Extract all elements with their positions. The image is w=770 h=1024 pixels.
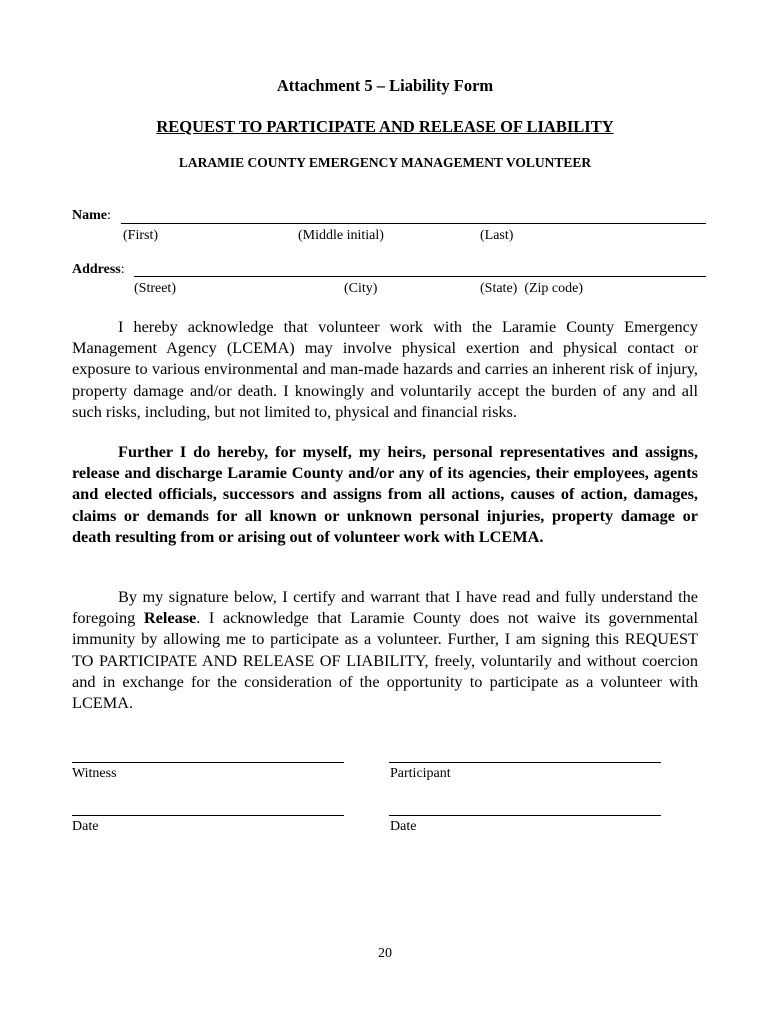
- release-paragraph: Further I do hereby, for myself, my heirs, personal representatives and assigns, release and discharge Laramie County and/or any of its agencies, their employees, agents and elected officials, successors and assigns from all actions, causes of action, damages, claims or demands for all known or unknown personal injuries, property damage or death resulting from or arising out of volunteer work with LCEMA.: [72, 442, 698, 546]
- name-input-line[interactable]: [121, 223, 706, 224]
- name-first-caption: (First): [123, 228, 158, 243]
- address-label: Address:: [72, 262, 125, 277]
- participant-signature-line[interactable]: [389, 762, 661, 763]
- participant-date-line[interactable]: [389, 815, 661, 816]
- name-middle-caption: (Middle initial): [298, 228, 384, 243]
- name-last-caption: (Last): [480, 228, 514, 243]
- name-label: Name:: [72, 208, 111, 223]
- witness-signature-line[interactable]: [72, 762, 344, 763]
- witness-label: Witness: [72, 766, 117, 781]
- witness-date-label: Date: [72, 819, 99, 834]
- address-city-caption: (City): [344, 281, 378, 296]
- attachment-title: Attachment 5 – Liability Form: [276, 76, 494, 95]
- acknowledgment-paragraph: I hereby acknowledge that volunteer work with the Laramie County Emergency Management Agency (LCEMA) may involve physical exertion and physical contact or exposure to various environmental and man-made hazards and carries an inherent risk of injury, property damage and/or death. I knowingly and voluntarily accept the burden of any and all such risks, including, but not limited to, physical and financial risks.: [72, 317, 698, 421]
- participant-date-label: Date: [390, 819, 417, 834]
- form-subtitle: LARAMIE COUNTY EMERGENCY MANAGEMENT VOLUNTEER: [178, 155, 592, 170]
- form-title: REQUEST TO PARTICIPATE AND RELEASE OF LIABILITY: [156, 117, 614, 136]
- address-state-zip-caption: (State) (Zip code): [480, 281, 584, 296]
- release-term: Release: [143, 608, 197, 628]
- participant-label: Participant: [390, 766, 451, 781]
- witness-date-line[interactable]: [72, 815, 344, 816]
- page-number: 20: [378, 946, 392, 961]
- address-street-caption: (Street): [134, 281, 176, 296]
- address-input-line[interactable]: [134, 276, 706, 277]
- certification-paragraph: By my signature below, I certify and warrant that I have read and fully understand the foregoing Release. I acknowledge that Laramie County does not waive its governmental immunity by allowing me to participate as a volunteer. Further, I am signing this REQUEST TO PARTICIPATE AND RELEASE OF LIABILITY, freely, voluntarily and without coercion and in exchange for the consideration of the opportunity to participate as a volunteer with LCEMA.: [72, 587, 698, 713]
